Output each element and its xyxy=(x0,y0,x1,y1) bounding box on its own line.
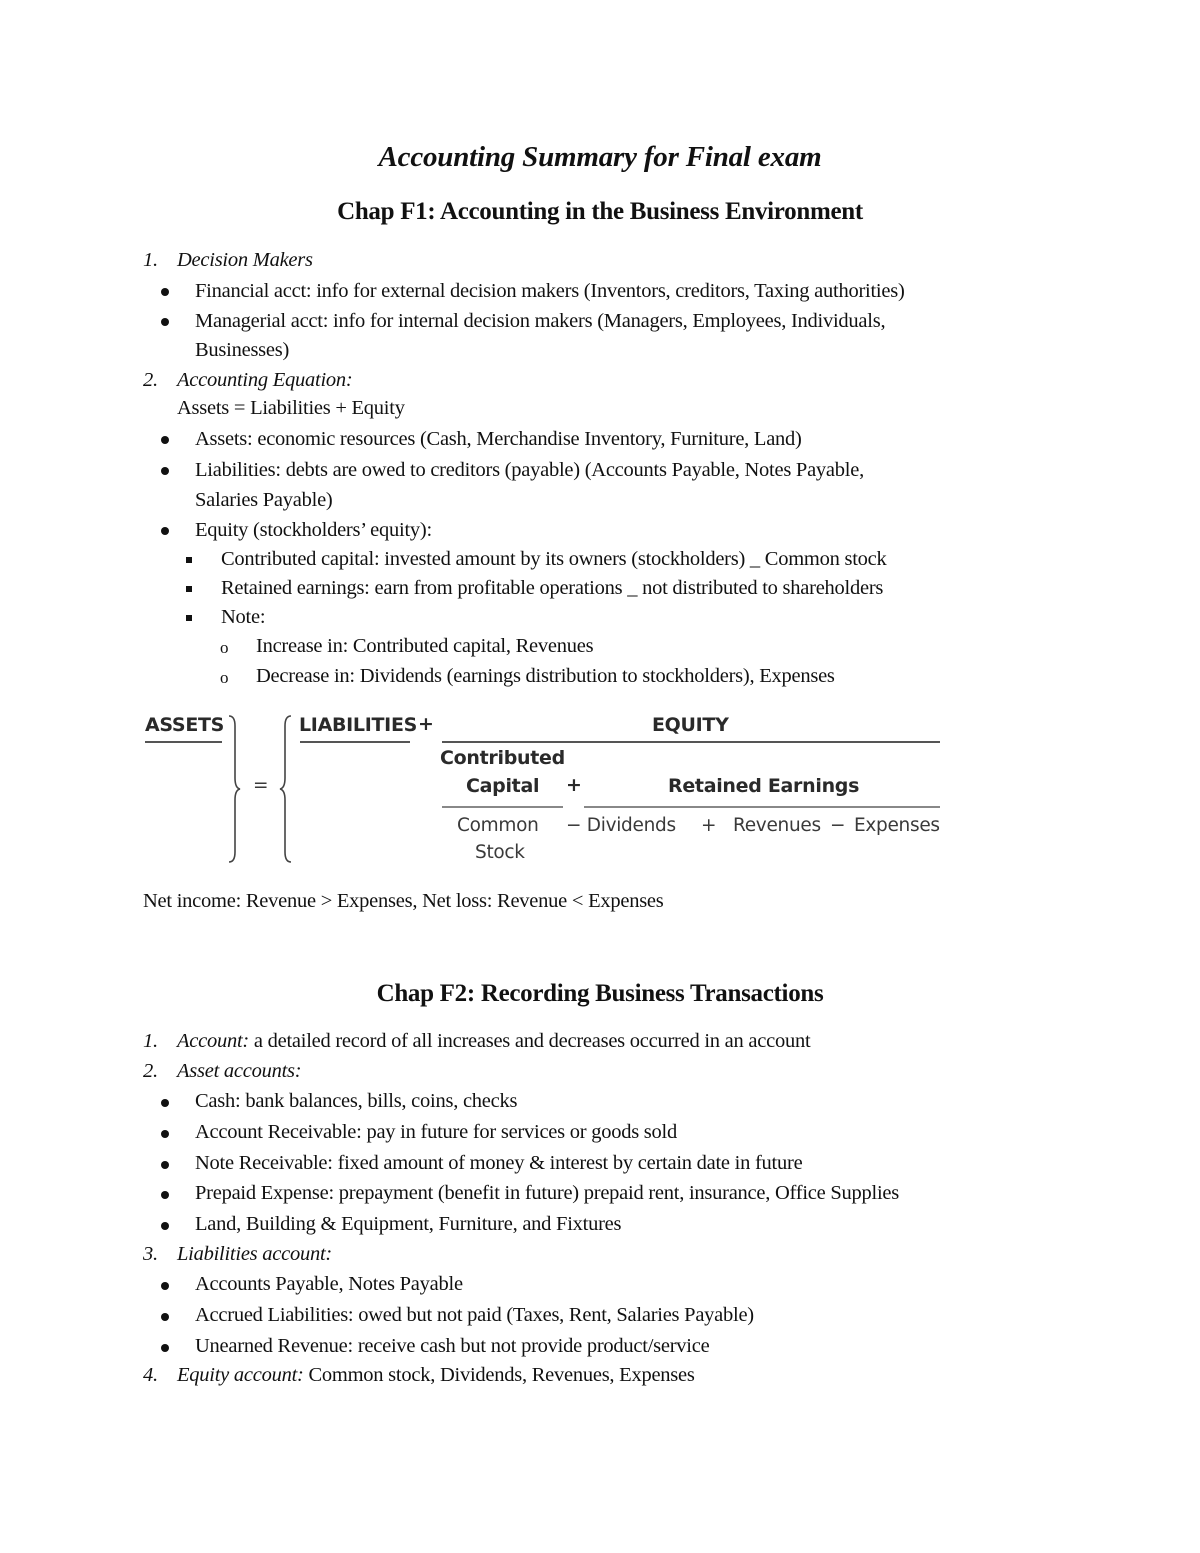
square-bullet-icon xyxy=(186,586,192,592)
diagram-dividends-label: − Dividends xyxy=(566,815,676,836)
bullet-icon xyxy=(161,288,169,296)
bullet-icon xyxy=(161,467,169,475)
section-label-asset-accounts: Asset accounts: xyxy=(177,1060,302,1082)
list-item xyxy=(177,1030,810,1053)
list-item xyxy=(177,1364,695,1387)
diagram-capital-label: Capital xyxy=(466,775,540,797)
chapter-f2-heading: Chap F2: Recording Business Transactions xyxy=(376,980,824,1007)
bullet-icon xyxy=(161,1344,169,1352)
list-item: Financial acct: info for external decision makers (Inventors, creditors, Taxing authorities) xyxy=(195,280,905,302)
term-definition: a detailed record of all increases and decreases occurred in an account xyxy=(249,1030,811,1052)
list-number: 3. xyxy=(143,1243,158,1265)
retained-earnings-underline xyxy=(584,806,940,808)
circle-bullet-icon: o xyxy=(220,668,229,687)
square-bullet-icon xyxy=(186,557,192,563)
list-number: 2. xyxy=(143,1060,158,1082)
liabilities-underline xyxy=(300,741,410,743)
list-item: Assets: economic resources (Cash, Merchandise Inventory, Furniture, Land) xyxy=(195,428,802,450)
diagram-revenues-label: Revenues xyxy=(733,815,821,836)
diagram-plus-sign-3: + xyxy=(701,815,717,836)
diagram-liabilities-label: LIABILITIES xyxy=(299,714,418,736)
bullet-icon xyxy=(161,1130,169,1138)
diagram-contributed-label: Contributed xyxy=(440,747,565,769)
list-item-continuation: Businesses) xyxy=(195,339,290,361)
diagram-stock-label: Stock xyxy=(475,842,525,863)
bullet-icon xyxy=(161,1191,169,1199)
bullet-icon xyxy=(161,1161,169,1169)
equation-text: Assets = Liabilities + Equity xyxy=(177,397,405,419)
chapter-f1-heading: Chap F1: Accounting in the Business Environment xyxy=(337,198,863,225)
sub-list-item: Contributed capital: invested amount by its owners (stockholders) _ Common stock xyxy=(221,548,887,570)
bullet-icon xyxy=(161,436,169,444)
assets-underline xyxy=(145,741,222,743)
sub-sub-list-item: Decrease in: Dividends (earnings distribution to stockholders), Expenses xyxy=(256,665,835,687)
bullet-icon xyxy=(161,1222,169,1230)
diagram-minus-sign: − xyxy=(830,815,846,836)
list-item: Land, Building & Equipment, Furniture, and Fixtures xyxy=(195,1213,622,1235)
diagram-equals-sign: = xyxy=(253,775,269,796)
bullet-icon xyxy=(161,318,169,326)
list-item: Accounts Payable, Notes Payable xyxy=(195,1273,463,1295)
diagram-plus-sign-2: + xyxy=(566,774,582,796)
list-item-continuation: Salaries Payable) xyxy=(195,489,333,511)
list-number: 4. xyxy=(143,1364,158,1386)
contributed-capital-underline xyxy=(442,806,563,808)
sub-list-item: Retained earnings: earn from profitable operations _ not distributed to shareholders xyxy=(221,577,884,599)
term-label-equity-account: Equity account: xyxy=(177,1364,304,1386)
list-item: Cash: bank balances, bills, coins, checks xyxy=(195,1090,518,1112)
diagram-plus-sign: + xyxy=(418,713,434,735)
bullet-icon xyxy=(161,527,169,535)
document-title: Accounting Summary for Final exam xyxy=(378,141,822,173)
list-item: Prepaid Expense: prepayment (benefit in future) prepaid rent, insurance, Office Supplies xyxy=(195,1182,899,1204)
sub-sub-list-item: Increase in: Contributed capital, Revenues xyxy=(256,635,594,657)
list-item: Note Receivable: fixed amount of money & interest by certain date in future xyxy=(195,1152,803,1174)
list-number: 1. xyxy=(143,1030,158,1052)
section-label-decision-makers: Decision Makers xyxy=(177,249,313,271)
list-number: 2. xyxy=(143,369,158,391)
list-item: Unearned Revenue: receive cash but not provide product/service xyxy=(195,1335,710,1357)
bullet-icon xyxy=(161,1313,169,1321)
list-item: Accrued Liabilities: owed but not paid (Taxes, Rent, Salaries Payable) xyxy=(195,1304,754,1326)
equity-underline xyxy=(442,741,940,743)
right-brace-icon xyxy=(226,714,242,864)
diagram-equity-label: EQUITY xyxy=(652,714,729,736)
list-item: Managerial acct: info for internal decision makers (Managers, Employees, Individuals, xyxy=(195,310,886,332)
list-item: Liabilities: debts are owed to creditors (payable) (Accounts Payable, Notes Payable, xyxy=(195,459,864,481)
list-item: Equity (stockholders’ equity): xyxy=(195,519,432,541)
term-definition: Common stock, Dividends, Revenues, Expenses xyxy=(303,1364,695,1386)
bullet-icon xyxy=(161,1099,169,1107)
list-number: 1. xyxy=(143,249,158,271)
term-label-account: Account: xyxy=(177,1030,249,1052)
diagram-common-label: Common xyxy=(457,815,539,836)
section-label-accounting-equation: Accounting Equation: xyxy=(177,369,353,391)
square-bullet-icon xyxy=(186,615,192,621)
sub-list-item: Note: xyxy=(221,606,266,628)
circle-bullet-icon: o xyxy=(220,638,229,657)
list-item: Account Receivable: pay in future for services or goods sold xyxy=(195,1121,677,1143)
section-label-liabilities-account: Liabilities account: xyxy=(177,1243,332,1265)
diagram-expenses-label: Expenses xyxy=(854,815,940,836)
left-brace-icon xyxy=(278,714,294,864)
diagram-retained-earnings-label: Retained Earnings xyxy=(668,775,860,797)
net-income-note: Net income: Revenue > Expenses, Net loss: Revenue < Expenses xyxy=(143,890,664,912)
bullet-icon xyxy=(161,1282,169,1290)
diagram-assets-label: ASSETS xyxy=(145,714,225,736)
